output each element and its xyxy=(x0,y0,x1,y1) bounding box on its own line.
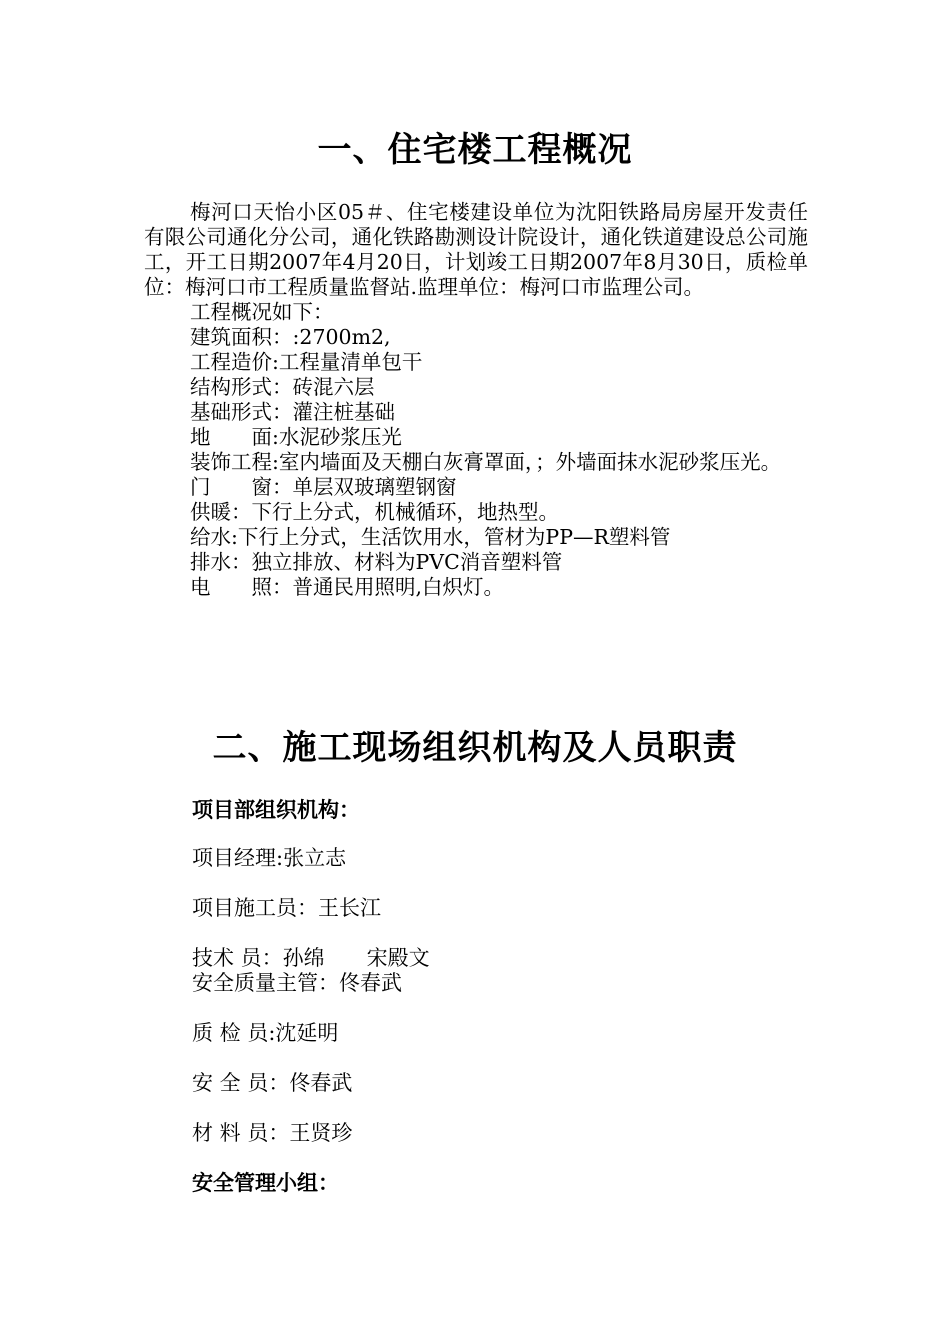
overview-heading: 工程概况如下： xyxy=(190,300,334,324)
structure-type-line: 结构形式：砖混六层 xyxy=(190,375,375,399)
quality-inspector-line: 质 检 员:沈延明 xyxy=(192,1021,339,1045)
lighting-line: 电 照：普通民用照明,白炽灯。 xyxy=(190,575,505,599)
section-2-body xyxy=(192,0,792,1344)
decoration-line: 装饰工程:室内墙面及天棚白灰膏罩面，；外墙面抹水泥砂浆压光。 xyxy=(190,450,782,474)
safety-group-heading: 安全管理小组： xyxy=(192,1171,339,1195)
heating-line: 供暖：下行上分式，机械循环，地热型。 xyxy=(190,500,559,524)
foundation-type-line: 基础形式：灌注桩基础 xyxy=(190,400,395,424)
project-constructor-line: 项目施工员：王长江 xyxy=(192,896,381,920)
section-1-title: 一、住宅楼工程概况 xyxy=(317,130,633,170)
project-manager-line: 项目经理:张立志 xyxy=(192,846,347,870)
materials-officer-line: 材 料 员：王贤珍 xyxy=(192,1121,353,1145)
safety-officer-line: 安 全 员：佟春武 xyxy=(192,1071,353,1095)
doors-windows-line: 门 窗：单层双玻璃塑钢窗 xyxy=(190,475,457,499)
org-heading: 项目部组织机构： xyxy=(192,798,360,822)
drainage-line: 排水：独立排放、材料为PVC消音塑料管 xyxy=(190,550,563,574)
project-cost-line: 工程造价:工程量清单包干 xyxy=(190,350,423,374)
building-area-line: 建筑面积：:2700m2, xyxy=(190,325,391,349)
section-2-title: 二、施工现场组织机构及人员职责 xyxy=(212,728,738,768)
safety-quality-lead-line: 安全质量主管：佟春武 xyxy=(192,971,402,995)
project-intro-paragraph: 梅河口天怡小区05＃、住宅楼建设单位为沈阳铁路局房屋开发责任有限公司通化分公司，通化铁路勘测设计院设计，通化铁道建设总公司施工，开工日期2007年4月20日，计划竣工日期2007年8月30日，质检单位：梅河口市工程质量监督站.监理单位：梅河口市监理公司。 xyxy=(144,200,808,299)
water-supply-line: 给水:下行上分式，生活饮用水，管材为PP—R塑料管 xyxy=(190,525,671,549)
floor-line: 地 面:水泥砂浆压光 xyxy=(190,425,402,449)
technician-line: 技术 员：孙绵 宋殿文 xyxy=(192,946,430,970)
